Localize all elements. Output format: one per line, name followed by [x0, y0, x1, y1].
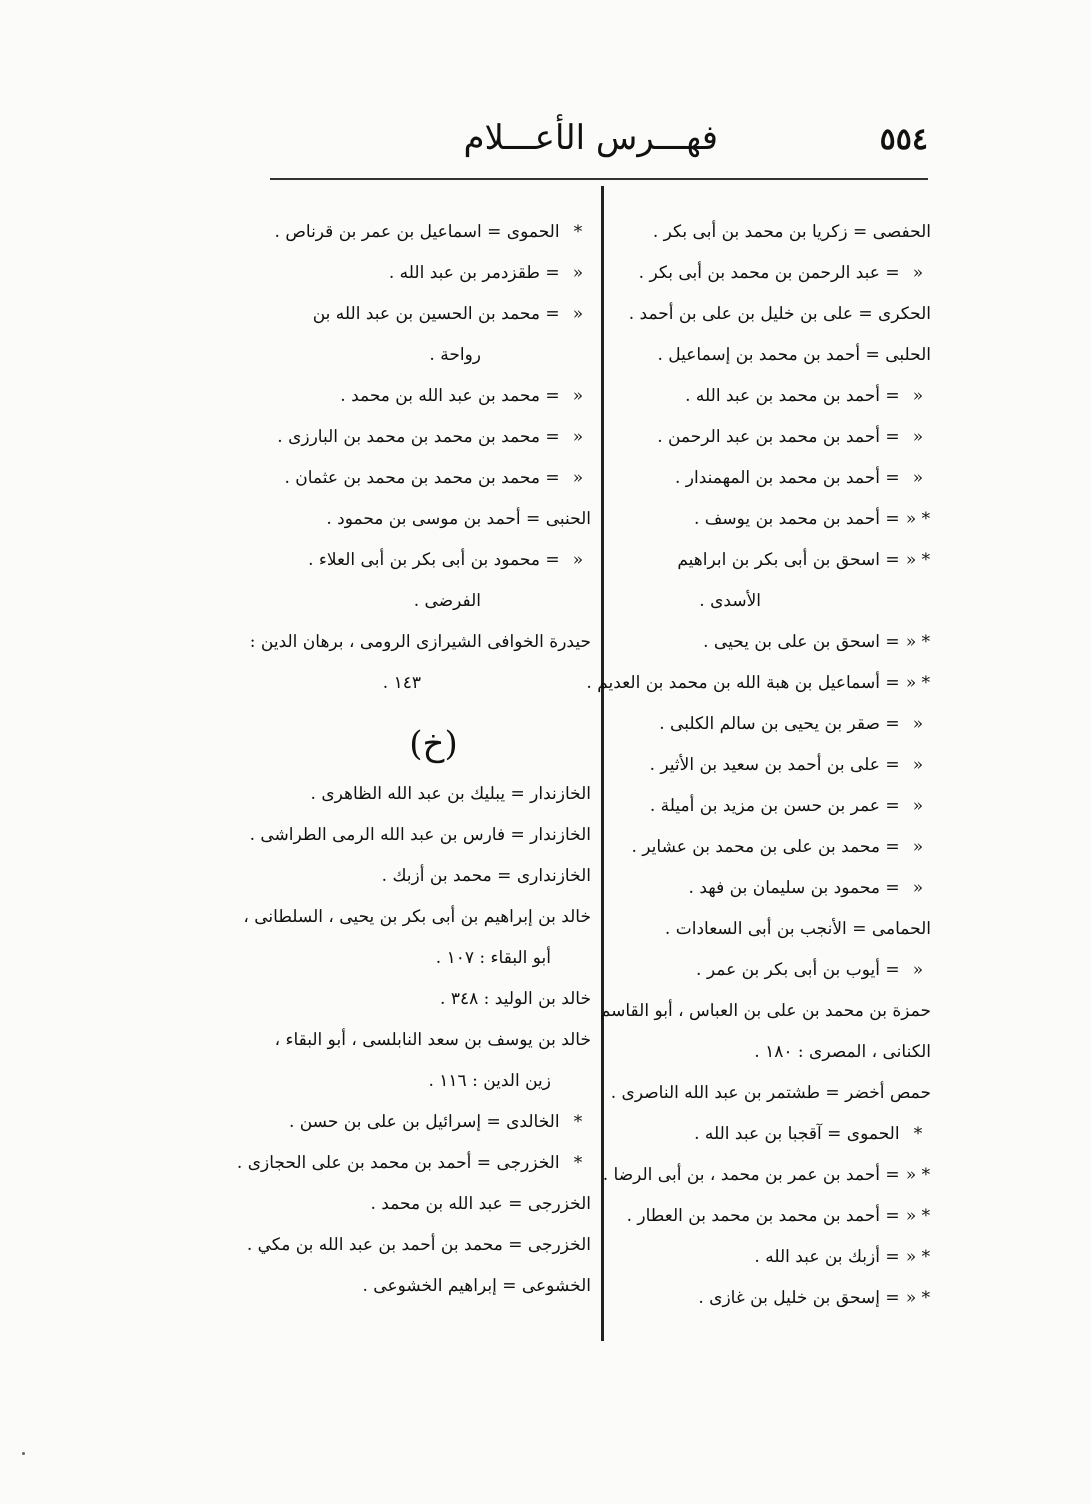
- entry-text: زين الدين : ١١٦ .: [428, 1071, 551, 1091]
- entry-text: الخالدى = إسرائيل بن على بن حسن .: [288, 1112, 560, 1132]
- entry-marker: * «: [905, 1165, 931, 1185]
- entry-marker: «: [572, 468, 584, 488]
- entry-text: = أحمد بن محمد بن عبد الله .: [685, 386, 900, 406]
- entry-marker: «: [912, 755, 924, 775]
- index-entry: [276, 294, 591, 335]
- entry-text: الخزرجى = أحمد بن محمد بن على الحجازى .: [236, 1153, 560, 1173]
- entry-text: الفرضى .: [413, 591, 481, 611]
- entry-marker: «: [572, 550, 584, 570]
- entry-text: الكنانى ، المصرى : ١٨٠ .: [754, 1042, 931, 1062]
- entry-text: الحموى = آقجبا بن عبد الله .: [694, 1124, 900, 1144]
- entry-text: = محمد بن الحسين بن عبد الله بن: [312, 304, 560, 324]
- entry-marker: «: [572, 304, 584, 324]
- entry-text: الخزرجى = محمد بن أحمد بن عبد الله بن مكي .: [246, 1235, 591, 1255]
- entry-marker: * «: [905, 1288, 931, 1308]
- index-entry: [276, 856, 591, 897]
- entry-text: = محمود بن أبى بكر بن أبى العلاء .: [308, 550, 560, 570]
- index-entry: [276, 540, 591, 581]
- entry-text: = محمود بن سليمان بن فهد .: [688, 878, 900, 898]
- index-entry: [276, 581, 591, 622]
- entry-text: حيدرة الخوافى الشيرازى الرومى ، برهان الدين :: [249, 632, 591, 652]
- index-entry: [276, 212, 591, 253]
- page-title: فهـــرس الأعـــلام: [463, 118, 718, 158]
- entry-marker: «: [912, 714, 924, 734]
- entry-text: = أسماعيل بن هبة الله بن محمد بن العديم .: [586, 673, 900, 693]
- entry-text: = على بن أحمد بن سعيد بن الأثير .: [649, 755, 900, 775]
- entry-text: الخشوعى = إبراهيم الخشوعى .: [362, 1276, 591, 1296]
- entry-text: الحفصى = زكريا بن محمد بن أبى بكر .: [652, 222, 931, 242]
- entry-marker: * «: [905, 509, 931, 529]
- entry-text: = أزبك بن عبد الله .: [754, 1247, 900, 1267]
- entry-text: = عبد الرحمن بن محمد بن أبى بكر .: [638, 263, 900, 283]
- entry-text: الحموى = اسماعيل بن عمر بن قرناص .: [274, 222, 560, 242]
- entry-marker: *: [573, 222, 583, 242]
- entry-text: الحمامى = الأنجب بن أبى السعادات .: [664, 919, 931, 939]
- entry-text: = طقزدمر بن عبد الله .: [388, 263, 560, 283]
- entry-marker: * «: [905, 632, 931, 652]
- index-entry: [276, 417, 591, 458]
- entry-marker: «: [572, 263, 584, 283]
- entry-text: = محمد بن عبد الله بن محمد .: [340, 386, 560, 406]
- entry-text: خالد بن إبراهيم بن أبى بكر بن يحيى ، السلطانى ،: [243, 907, 591, 927]
- index-entry: [276, 979, 591, 1020]
- index-entry: [276, 1184, 591, 1225]
- index-entry: [276, 1102, 591, 1143]
- index-entry: [276, 376, 591, 417]
- entry-text: = محمد بن محمد بن محمد بن البارزى .: [277, 427, 560, 447]
- index-entry: [276, 1020, 591, 1061]
- entry-text: = أحمد بن محمد بن محمد بن العطار .: [626, 1206, 900, 1226]
- page-header: [268, 118, 928, 178]
- entry-marker: * «: [905, 673, 931, 693]
- index-entry: [246, 1225, 591, 1266]
- index-entry: [276, 774, 591, 815]
- entry-marker: «: [912, 796, 924, 816]
- entry-text: = أحمد بن محمد بن عبد الرحمن .: [657, 427, 900, 447]
- left-column: [236, 212, 591, 1307]
- entry-marker: «: [912, 878, 924, 898]
- index-entry: [276, 1266, 591, 1307]
- index-entry: [249, 622, 591, 663]
- entry-text: حمص أخضر = طشتمر بن عبد الله الناصرى .: [610, 1083, 931, 1103]
- index-entry: [276, 1061, 591, 1102]
- index-entry: [276, 253, 591, 294]
- entry-text: = صقر بن يحيى بن سالم الكلبى .: [659, 714, 900, 734]
- index-entry: [276, 458, 591, 499]
- entry-marker: * «: [905, 1247, 931, 1267]
- entry-text: الخازندار = يبليك بن عبد الله الظاهرى .: [310, 784, 591, 804]
- page-number: ٥٥٤: [879, 122, 928, 157]
- entry-text: ١٤٣ .: [382, 673, 421, 693]
- scan-speck: [22, 1452, 25, 1455]
- entry-text: = عمر بن حسن بن مزيد بن أميلة .: [649, 796, 900, 816]
- entry-marker: «: [912, 427, 924, 447]
- entry-text: = اسحق بن أبى بكر بن ابراهيم: [677, 550, 900, 570]
- entry-text: = إسحق بن خليل بن غازى .: [698, 1288, 900, 1308]
- entry-marker: «: [912, 468, 924, 488]
- entry-text: = اسحق بن على بن يحيى .: [703, 632, 900, 652]
- entry-marker: *: [573, 1153, 583, 1173]
- entry-marker: «: [912, 960, 924, 980]
- entry-text: = أحمد بن محمد بن يوسف .: [694, 509, 900, 529]
- entry-text: الحنبى = أحمد بن موسى بن محمود .: [326, 509, 591, 529]
- entry-text: رواحة .: [429, 345, 481, 365]
- entry-marker: «: [572, 386, 584, 406]
- entry-marker: «: [572, 427, 584, 447]
- entry-text: الخازندار = فارس بن عبد الله الرمى الطراشى .: [249, 825, 591, 845]
- entry-text: الحكرى = على بن خليل بن على بن أحمد .: [628, 304, 931, 324]
- entry-text: خالد بن يوسف بن سعد النابلسى ، أبو البقاء ،: [274, 1030, 591, 1050]
- index-entry: [276, 938, 591, 979]
- entry-text: خالد بن الوليد : ٣٤٨ .: [440, 989, 591, 1009]
- entry-marker: * «: [905, 1206, 931, 1226]
- entry-marker: «: [912, 263, 924, 283]
- entry-text: الحلبى = أحمد بن محمد بن إسماعيل .: [657, 345, 931, 365]
- index-entry: [276, 335, 591, 376]
- entry-text: الخزرجى = عبد الله بن محمد .: [370, 1194, 591, 1214]
- entry-text: = أحمد بن عمر بن محمد ، بن أبى الرضا .: [602, 1165, 900, 1185]
- entry-text: أبو البقاء : ١٠٧ .: [435, 948, 551, 968]
- index-entry: [249, 815, 591, 856]
- entry-marker: * «: [905, 550, 931, 570]
- entry-text: = محمد بن محمد بن محمد بن عثمان .: [284, 468, 560, 488]
- index-entry: [236, 1143, 591, 1184]
- entry-marker: *: [913, 1124, 923, 1144]
- entry-text: = أحمد بن محمد بن المهمندار .: [674, 468, 900, 488]
- entry-marker: «: [912, 386, 924, 406]
- section-heading: (خ): [409, 724, 458, 764]
- entry-text: الأسدى .: [699, 591, 761, 611]
- entry-marker: «: [912, 837, 924, 857]
- entry-text: = محمد بن على بن محمد بن عشاير .: [631, 837, 900, 857]
- header-rule: [270, 178, 928, 180]
- index-entry: [243, 897, 591, 938]
- entry-marker: *: [573, 1112, 583, 1132]
- entry-text: حمزة بن محمد بن على بن العباس ، أبو القاسم: [599, 1001, 931, 1021]
- entry-text: = أيوب بن أبى بكر بن عمر .: [696, 960, 900, 980]
- entry-text: الخازندارى = محمد بن أزبك .: [381, 866, 591, 886]
- index-entry: [276, 663, 591, 704]
- index-entry: [276, 499, 591, 540]
